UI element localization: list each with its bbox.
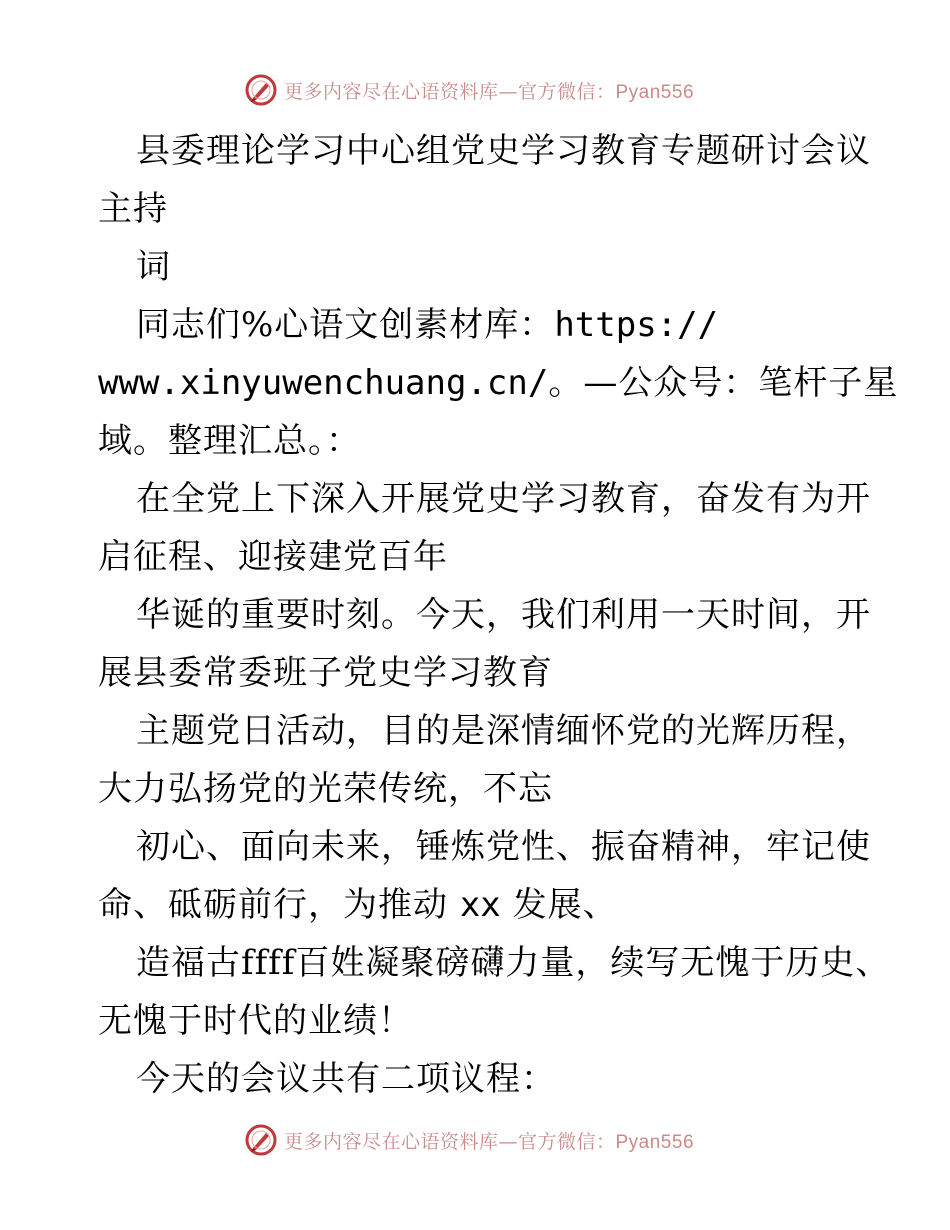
paragraph-line: 大力弘扬党的光荣传统，不忘 bbox=[98, 769, 553, 809]
footer-watermark bbox=[0, 1120, 950, 1160]
paragraph-line: 启征程、迎接建党百年 bbox=[98, 537, 448, 577]
header-watermark bbox=[0, 70, 950, 110]
watermark-text: 更多内容尽在心语资料库—官方微信：Pyan556 bbox=[283, 1130, 695, 1153]
paragraph-line: 无愧于时代的业绩！ bbox=[98, 1001, 413, 1041]
paragraph-line: 在全党上下深入开展党史学习教育，奋发有为开 bbox=[136, 479, 871, 519]
watermark-wechat-id: Pyan556 bbox=[615, 81, 695, 103]
title-line: 主持 bbox=[98, 189, 168, 229]
paragraph-line: 造福古ffff百姓凝聚磅礴力量，续写无愧于历史、 bbox=[136, 943, 891, 983]
paragraph-line: 华诞的重要时刻。今天，我们利用一天时间，开 bbox=[136, 595, 871, 635]
paragraph-line: 主题党日活动，目的是深情缅怀党的光辉历程， bbox=[136, 711, 871, 751]
greeting-line: 同志们%心语文创素材库：https:// bbox=[136, 305, 719, 345]
placeholder-xx: xx bbox=[459, 885, 501, 925]
greeting-line: 域。整理汇总。： bbox=[98, 421, 361, 461]
watermark-group bbox=[244, 1123, 694, 1157]
url-text: www.xinyuwenchuang.cn/ bbox=[98, 363, 549, 403]
url-text: https:// bbox=[554, 305, 719, 345]
paragraph-line: 今天的会议共有二项议程： bbox=[136, 1059, 556, 1099]
title-line: 词 bbox=[136, 247, 171, 287]
red-pen-circle-icon bbox=[244, 73, 278, 107]
watermark-wechat-id: Pyan556 bbox=[615, 1131, 695, 1153]
document-body bbox=[98, 122, 899, 1108]
title-line: 县委理论学习中心组党史学习教育专题研讨会议 bbox=[136, 131, 871, 171]
red-pen-circle-icon bbox=[244, 1123, 278, 1157]
watermark-group bbox=[244, 73, 694, 107]
paragraph-line: 展县委常委班子党史学习教育 bbox=[98, 653, 553, 693]
watermark-text: 更多内容尽在心语资料库—官方微信：Pyan556 bbox=[283, 80, 695, 103]
greeting-line: www.xinyuwenchuang.cn/。—公众号：笔杆子星 bbox=[98, 363, 899, 403]
paragraph-line: 命、砥砺前行，为推动 xx 发展、 bbox=[98, 885, 618, 925]
paragraph-line: 初心、面向未来，锤炼党性、振奋精神，牢记使 bbox=[136, 827, 871, 867]
